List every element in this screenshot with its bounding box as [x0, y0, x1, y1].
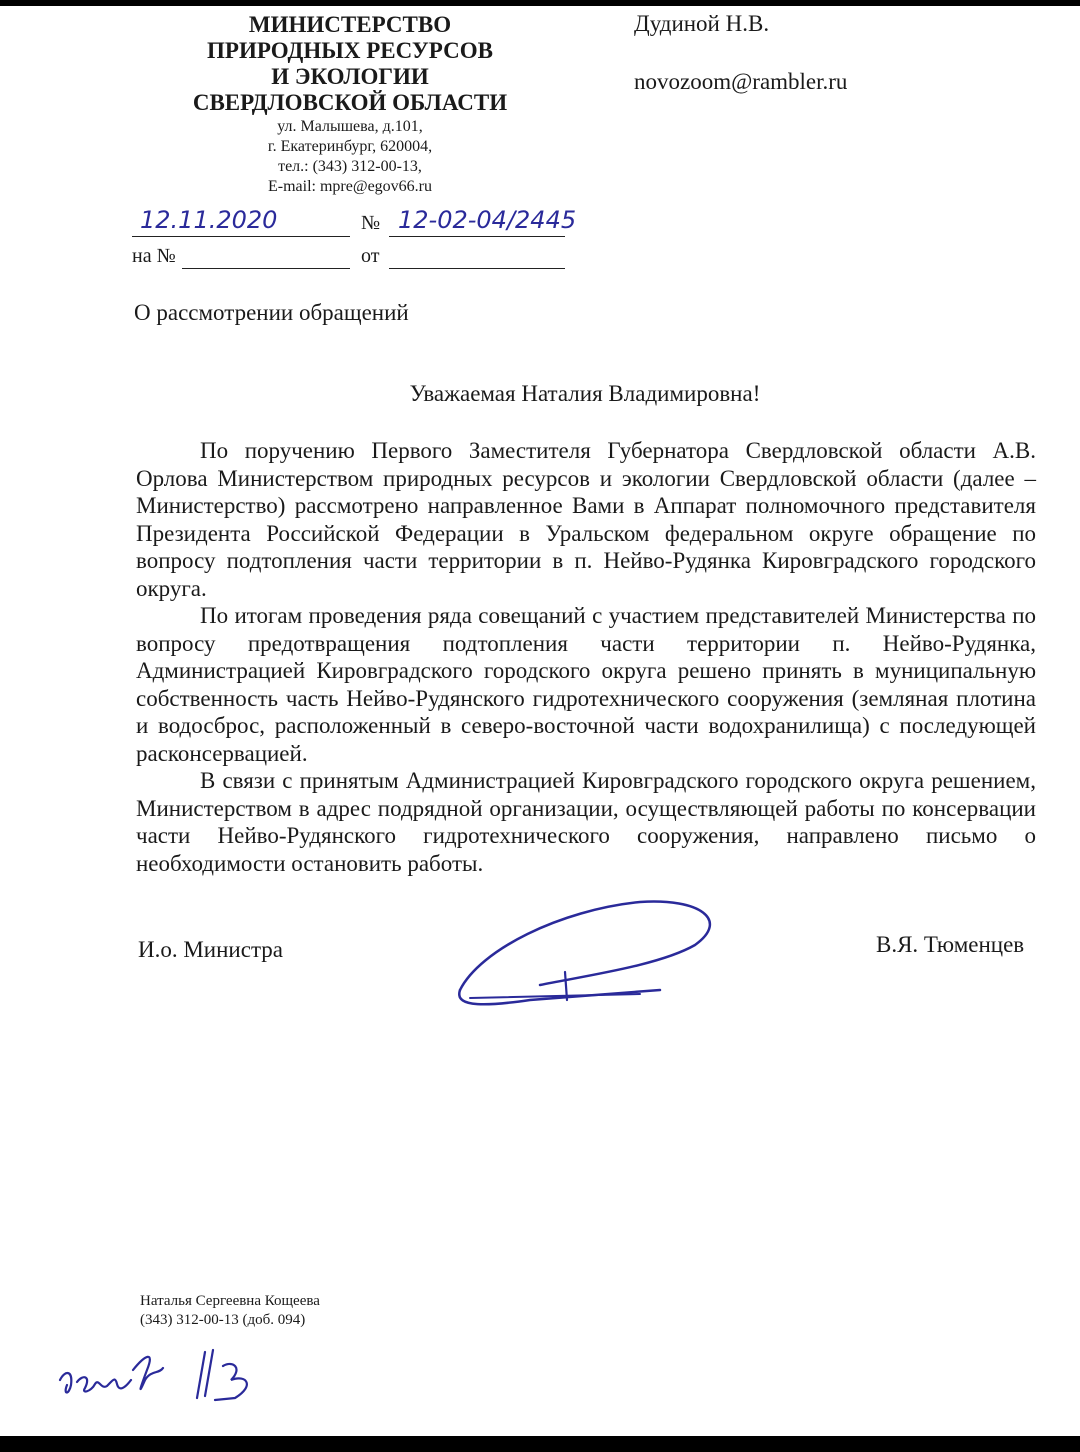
- ministry-address-line: ул. Малышева, д.101,: [277, 118, 423, 135]
- executor-phone: (343) 312-00-13 (доб. 094): [140, 1312, 306, 1328]
- registration-number: 12-02-04/2445: [398, 206, 577, 234]
- reply-number-underline: [182, 268, 350, 269]
- registration-date: 12.11.2020: [140, 206, 278, 234]
- date-underline: [132, 236, 350, 237]
- top-border: [0, 0, 1080, 6]
- letter-body: [136, 437, 1036, 877]
- bottom-border: [0, 1436, 1080, 1452]
- recipient-email: novozoom@rambler.ru: [634, 69, 848, 94]
- handwritten-signature: [440, 890, 730, 1035]
- body-paragraph: В связи с принятым Администрацией Кировградского городского округа решением, Министерством в адрес подрядной организации, осуществляющей работы по консервации части Нейво-Рудянского гидротехнического сооружения, направлено письмо о необходимости остановить работы.: [136, 768, 1036, 876]
- number-label: №: [361, 212, 381, 234]
- letter-greeting: Уважаемая Наталия Владимировна!: [409, 381, 761, 406]
- handwritten-initials: [55, 1340, 285, 1415]
- number-underline: [389, 236, 565, 237]
- signatory-title: И.о. Министра: [138, 937, 283, 962]
- signatory-name: В.Я. Тюменцев: [876, 932, 1025, 957]
- ministry-address-line: тел.: (343) 312-00-13,: [278, 158, 422, 175]
- body-paragraph: По поручению Первого Заместителя Губернатора Свердловской области А.В. Орлова Министерством природных ресурсов и экологии Свердловской области (далее – Министерство) рассмотрено направленное Вами в Аппарат полномочного представителя Президента Российской Федерации в Уральском федеральном округе обращение по вопросу подтопления части территории в п. Нейво-Рудянка Кировградского городского округа.: [136, 438, 1036, 601]
- reply-from-underline: [389, 268, 565, 269]
- reply-from-label: от: [361, 245, 380, 267]
- ministry-name-line: ПРИРОДНЫХ РЕСУРСОВ: [207, 38, 493, 63]
- letter-subject: О рассмотрении обращений: [134, 300, 409, 325]
- executor-name: Наталья Сергеевна Кощеева: [140, 1293, 320, 1309]
- ministry-name-line: СВЕРДЛОВСКОЙ ОБЛАСТИ: [192, 90, 508, 115]
- body-paragraph: По итогам проведения ряда совещаний с участием представителей Министерства по вопросу предотвращения подтопления части территории п. Нейво-Рудянка, Администрацией Кировградского городского округа решено принять в муниципальную собственность часть Нейво-Рудянского гидротехнического сооружения (земляная плотина и водосброс, расположенный в северо-восточной части водохранилища) с последующей расконсервацией.: [136, 603, 1036, 766]
- ministry-letterhead: [150, 12, 550, 196]
- ministry-address-line: г. Екатеринбург, 620004,: [267, 138, 433, 155]
- ministry-email: E-mail: mpre@egov66.ru: [267, 178, 433, 195]
- reply-number-label: на №: [132, 245, 176, 267]
- ministry-name-line: МИНИСТЕРСТВО: [248, 12, 452, 37]
- recipient-name: Дудиной Н.В.: [634, 11, 770, 36]
- ministry-name-line: И ЭКОЛОГИИ: [271, 64, 429, 89]
- executor-block: [140, 1292, 320, 1330]
- recipient-block: [634, 10, 847, 96]
